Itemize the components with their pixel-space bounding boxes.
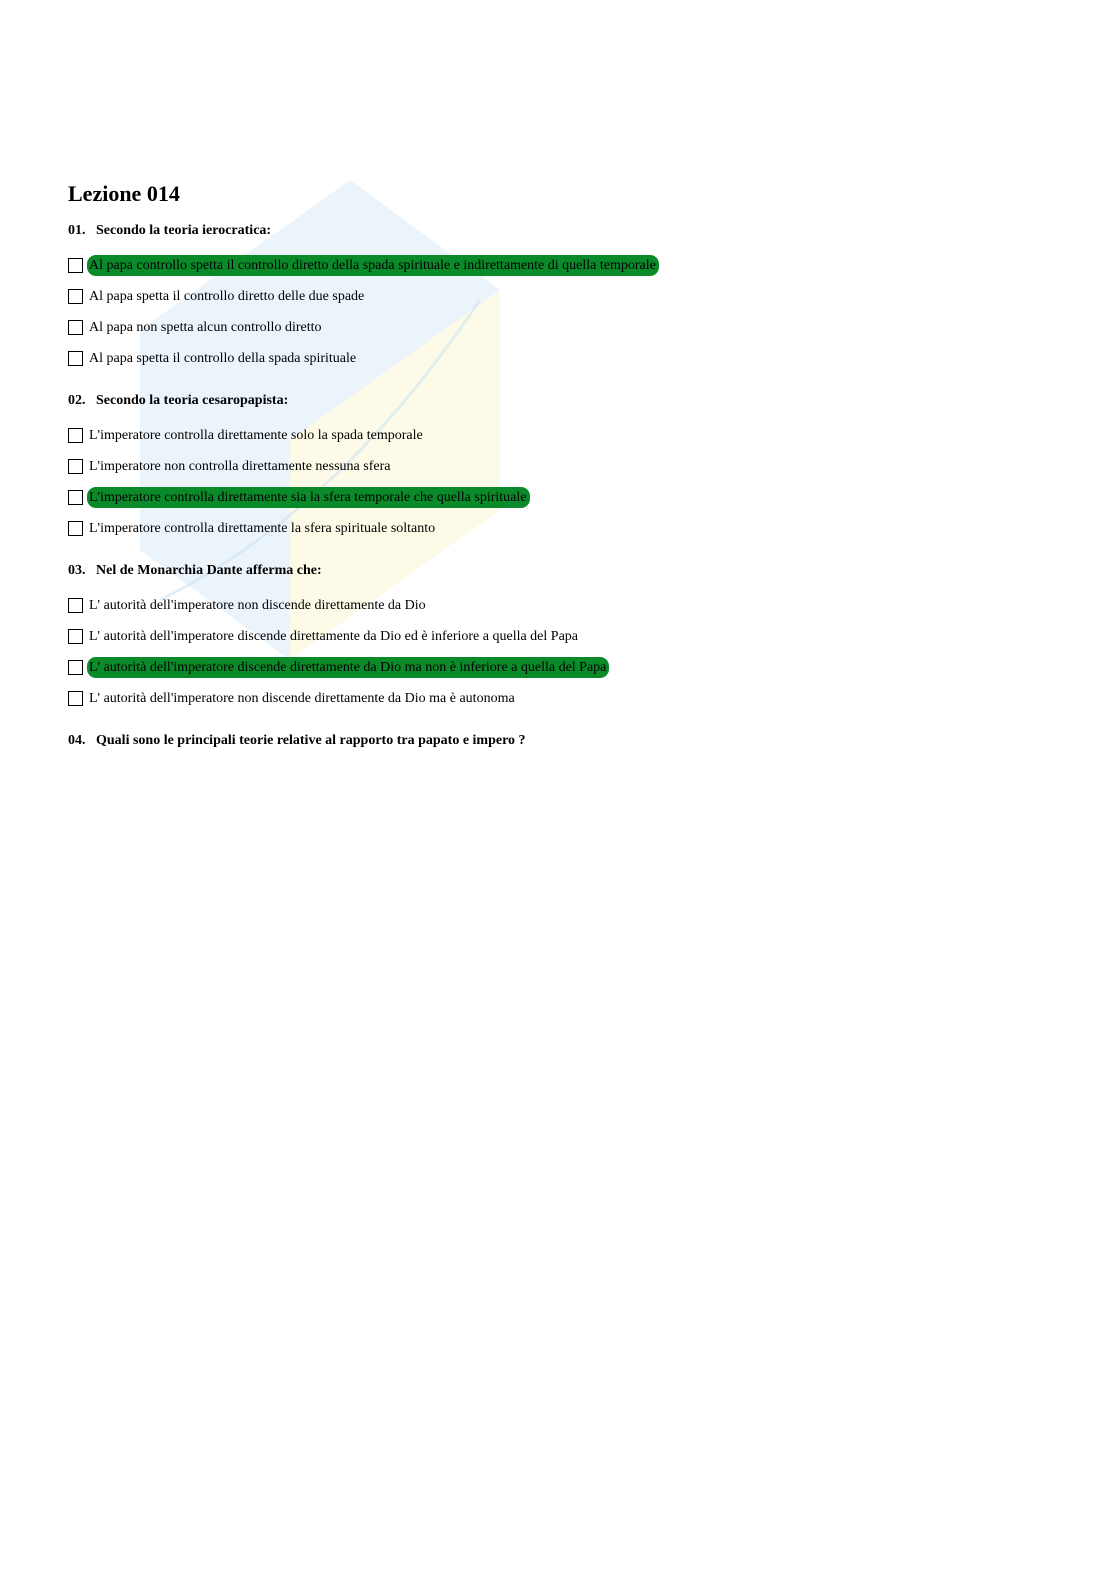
answer-option[interactable]: [68, 281, 1048, 312]
answer-checkbox[interactable]: [68, 490, 83, 505]
answer-text-highlighted: L'imperatore controlla direttamente sia la sfera temporale che quella spirituale: [87, 487, 530, 508]
answer-checkbox[interactable]: [68, 320, 83, 335]
answer-option[interactable]: [68, 343, 1048, 374]
question-text: Secondo la teoria ierocratica:: [96, 223, 272, 238]
answer-text: L' autorità dell'imperatore non discende direttamente da Dio ma è autonoma: [89, 691, 515, 706]
answer-text: L'imperatore non controlla direttamente nessuna sfera: [89, 459, 391, 474]
question-01: [68, 222, 1048, 374]
question-number: 03.: [68, 563, 86, 578]
answer-checkbox[interactable]: [68, 351, 83, 366]
question-text: Nel de Monarchia Dante afferma che:: [96, 563, 322, 578]
answer-checkbox[interactable]: [68, 428, 83, 443]
document-body: [68, 180, 1048, 768]
answer-checkbox[interactable]: [68, 691, 83, 706]
question-number: 02.: [68, 393, 86, 408]
answer-text: L'imperatore controlla direttamente la sfera spirituale soltanto: [89, 521, 436, 536]
question-number: 01.: [68, 223, 86, 238]
answer-text: L'imperatore controlla direttamente solo la spada temporale: [89, 428, 423, 443]
page-title: Lezione 014: [68, 181, 180, 206]
question-04: [68, 732, 1048, 750]
answer-checkbox[interactable]: [68, 258, 83, 273]
answer-option[interactable]: [68, 621, 1048, 652]
answer-option[interactable]: [68, 250, 1048, 281]
answer-option[interactable]: [68, 513, 1048, 544]
answer-text: Al papa non spetta alcun controllo diretto: [89, 320, 322, 335]
question-text: Secondo la teoria cesaropapista:: [96, 393, 289, 408]
answer-checkbox[interactable]: [68, 459, 83, 474]
answer-option[interactable]: [68, 683, 1048, 714]
answer-option[interactable]: [68, 590, 1048, 621]
question-03: [68, 562, 1048, 714]
answer-option[interactable]: [68, 420, 1048, 451]
answer-checkbox[interactable]: [68, 629, 83, 644]
answer-checkbox[interactable]: [68, 521, 83, 536]
answer-option[interactable]: [68, 652, 1048, 683]
answer-checkbox[interactable]: [68, 660, 83, 675]
question-02: [68, 392, 1048, 544]
answer-text: L' autorità dell'imperatore discende direttamente da Dio ed è inferiore a quella del Papa: [89, 629, 579, 644]
answer-option[interactable]: [68, 312, 1048, 343]
answer-option[interactable]: [68, 482, 1048, 513]
answer-text: Al papa spetta il controllo della spada spirituale: [89, 351, 357, 366]
question-text: Quali sono le principali teorie relative al rapporto tra papato e impero ?: [96, 733, 526, 748]
answer-option[interactable]: [68, 451, 1048, 482]
answer-checkbox[interactable]: [68, 289, 83, 304]
answer-text: L' autorità dell'imperatore non discende direttamente da Dio: [89, 598, 426, 613]
answer-text: Al papa spetta il controllo diretto delle due spade: [89, 289, 365, 304]
answer-checkbox[interactable]: [68, 598, 83, 613]
answer-text-highlighted: Al papa controllo spetta il controllo diretto della spada spirituale e indirettamente di quella temporale: [87, 255, 659, 276]
answer-text-highlighted: L' autorità dell'imperatore discende direttamente da Dio ma non è inferiore a quella del Papa: [87, 657, 609, 678]
question-number: 04.: [68, 733, 86, 748]
